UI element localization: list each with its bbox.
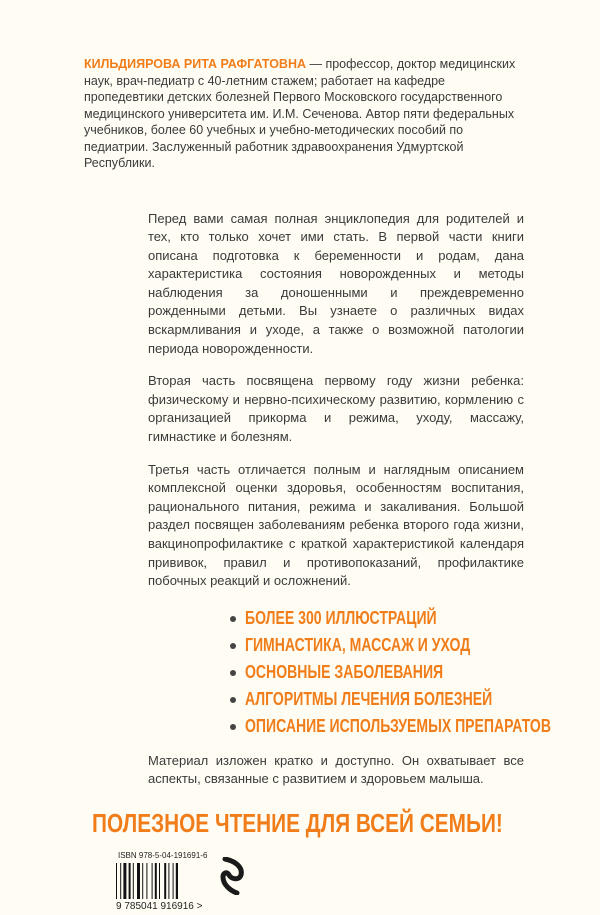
barcode-bar	[173, 863, 174, 899]
footer	[0, 851, 600, 915]
description-paragraph-1: Перед вами самая полная энциклопедия для родителей и тех, кто только хочет ими стать. В первой части книги описана подготовка к беременности и родам, дана характеристика состояния новорожденных и методы наблюдения за доношенными и преждевременно рожденными детьми. Вы узнаете о различных видах вскармливания и уходе, а также о возможной патологии периода новорожденности.	[148, 210, 524, 356]
author-description: — профессор, доктор медицинских наук, врач-педиатр с 40-летним стажем; работает на кафедре пропедевтики детских болезней Первого Московского государственного медицинского университета им. И.М. Сеченова. Автор пяти федеральных учебников, более 60 учебных и учебно-методических пособий по педиатрии. Заслуженный работник здравоохранения Удмуртской Республики.	[84, 57, 516, 170]
bullet-icon	[230, 697, 236, 703]
eksmo-logo-icon	[219, 857, 245, 895]
barcode-bar	[120, 863, 121, 899]
barcode-bar	[137, 863, 140, 899]
barcode-bar	[146, 863, 147, 899]
barcode	[116, 863, 178, 899]
bullet-icon	[230, 643, 236, 649]
bullet-icon	[230, 616, 236, 622]
bullet-icon	[230, 670, 236, 676]
feature-item: ОПИСАНИЕ ИСПОЛЬЗУЕМЫХ ПРЕПАРАТОВ	[230, 713, 600, 740]
description-paragraph-2: Вторая часть посвящена первому году жизни ребенка: физическому и нервно-психическому развитию, кормлению с организацией прикорма и режима, уходу, массажу, гимнастике и болезням.	[148, 373, 524, 445]
feature-item: АЛГОРИТМЫ ЛЕЧЕНИЯ БОЛЕЗНЕЙ	[230, 686, 600, 713]
barcode-bar	[164, 863, 166, 899]
barcode-number: 9 785041 916916 >	[116, 900, 203, 912]
description-paragraph-3: Третья часть отличается полным и наглядным описанием комплексной оценки здоровья, особенностям воспитания, рационального питания, режима и закаливания. Большой раздел посвящен заболеваниям ребенка второго года жизни, вакцинопрофилактике с краткой характеристикой календаря прививок, правил и противопоказаний, профилактике побочных реакций и осложнений.	[148, 461, 524, 589]
barcode-bar	[129, 863, 131, 899]
feature-list	[230, 605, 600, 740]
barcode-bar	[142, 863, 143, 899]
bullet-icon	[230, 724, 236, 730]
author-name: КИЛЬДИЯРОВА РИТА РАФГАТОВНА	[84, 57, 307, 71]
barcode-bar	[159, 863, 160, 899]
feature-item: ГИМНАСТИКА, МАССАЖ И УХОД	[230, 632, 600, 659]
author-bio	[84, 56, 524, 172]
slogan: ПОЛЕЗНОЕ ЧТЕНИЕ ДЛЯ ВСЕЙ СЕМЬИ!	[92, 807, 503, 838]
summary-paragraph: Материал изложен кратко и доступно. Он охватывает все аспекты, связанные с развитием и здоровьем малыша.	[148, 752, 524, 787]
barcode-bar	[155, 863, 157, 899]
feature-item: ОСНОВНЫЕ ЗАБОЛЕВАНИЯ	[230, 659, 600, 686]
barcode-bar	[116, 863, 117, 899]
barcode-bar	[123, 863, 126, 899]
barcode-bar	[176, 863, 178, 899]
barcode-bar	[168, 863, 169, 899]
feature-item: БОЛЕЕ 300 ИЛЛЮСТРАЦИЙ	[230, 605, 600, 632]
barcode-bar	[133, 863, 134, 899]
isbn-label: ISBN 978-5-04-191691-6	[118, 850, 208, 860]
barcode-bar	[152, 863, 153, 899]
